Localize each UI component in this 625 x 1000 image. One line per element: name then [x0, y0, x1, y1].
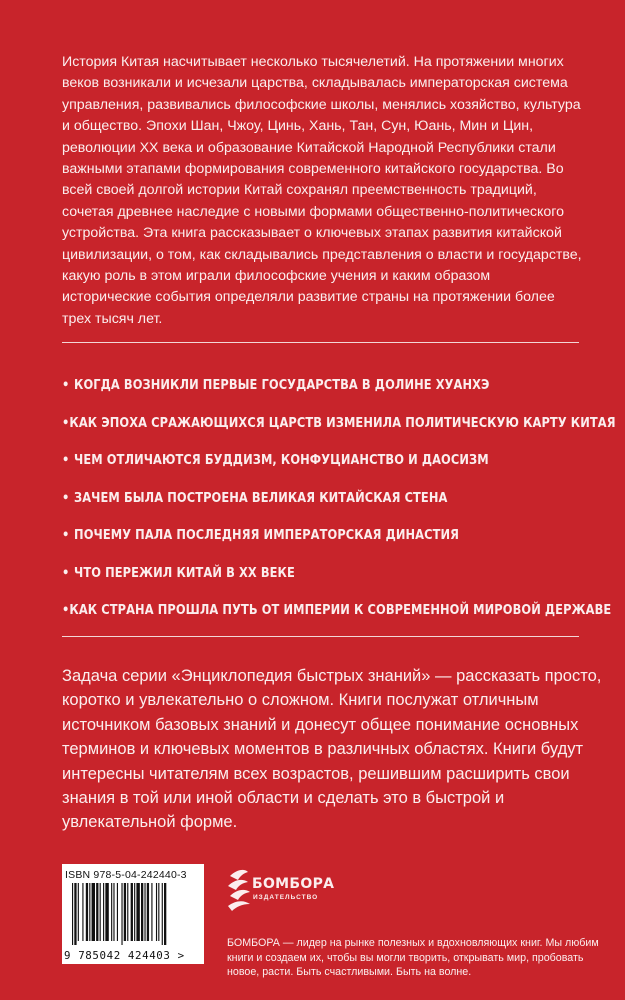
bullet-text: КАК ЭПОХА СРАЖАЮЩИХСЯ ЦАРСТВ ИЗМЕНИЛА ПОЛИТИЧЕСКУЮ КАРТУ КИТАЯ — [69, 415, 616, 431]
bullet-marker: • — [62, 453, 70, 469]
bullet-list — [62, 367, 616, 630]
publisher-note: БОМБОРА — лидер на рынке полезных и вдохновляющих книг. Мы любим книги и создаем их, чтобы вы могли творить, открывать мир, пробовать новое, расти. Быть счастливыми. Быть на волне. — [227, 937, 599, 978]
divider-top — [62, 342, 579, 343]
bullet-marker: • — [62, 603, 70, 619]
bullet-text: ЗАЧЕМ БЫЛА ПОСТРОЕНА ВЕЛИКАЯ КИТАЙСКАЯ СТЕНА — [74, 490, 448, 506]
bullet-text: ЧЕМ ОТЛИЧАЮТСЯ БУДДИЗМ, КОНФУЦИАНСТВО И ДАОСИЗМ — [74, 453, 489, 469]
bullet-marker: • — [62, 490, 70, 506]
bullet-marker: • — [62, 378, 70, 394]
bullet-marker: • — [62, 415, 70, 431]
publisher-logo-name: БОМБОРА — [252, 876, 335, 892]
bullet-text: КОГДА ВОЗНИКЛИ ПЕРВЫЕ ГОСУДАРСТВА В ДОЛИНЕ ХУАНХЭ — [74, 378, 490, 394]
bullet-item — [62, 367, 518, 405]
bullet-item — [62, 442, 518, 480]
barcode-digits: 9 785042 424403 > — [64, 949, 185, 962]
bullet-text: ПОЧЕМУ ПАЛА ПОСЛЕДНЯЯ ИМПЕРАТОРСКАЯ ДИНАСТИЯ — [74, 528, 460, 544]
divider-bottom — [62, 636, 579, 637]
isbn-label: ISBN 978-5-04-242440-3 — [65, 869, 187, 881]
bullet-item — [62, 480, 518, 518]
bullet-text: ЧТО ПЕРЕЖИЛ КИТАЙ В XX ВЕКЕ — [74, 565, 295, 581]
bullet-marker: • — [62, 528, 70, 544]
bullet-item — [62, 555, 518, 593]
barcode-box — [62, 864, 204, 964]
bullet-item — [62, 405, 616, 443]
bullet-marker: • — [62, 565, 70, 581]
bullet-item — [62, 592, 612, 630]
bullet-text: КАК СТРАНА ПРОШЛА ПУТЬ ОТ ИМПЕРИИ К СОВРЕМЕННОЙ МИРОВОЙ ДЕРЖАВЕ — [69, 603, 612, 619]
bullet-item — [62, 517, 518, 555]
intro-paragraph: История Китая насчитывает несколько тысячелетий. На протяжении многих веков возникали и исчезали царства, складывалась императорская система управления, развивались философские школы, менялись хозяйство, культура и общество. Эпохи Шан, Чжоу, Цинь, Хань, Тан, Сун, Юань, Мин и Цин, революции XX века и образование Китайской Народной Республики стали важными этапами формирования современного китайского государства. Во всей своей долгой истории Китай сохранял преемственность традиций, сочетая древнее наследие с новыми формами общественно-политического устройства. Эта книга рассказывает о ключевых этапах развития китайской цивилизации, о том, как складывались представления о власти и государстве, какую роль в этом играли философские учения и каким образом исторические события определяли развитие страны на протяжении более трех тысяч лет. — [62, 54, 582, 327]
series-description: Задача серии «Энциклопедия быстрых знаний» — рассказать просто, коротко и увлекательно о сложном. Книги послужат отличным источником базовых знаний и донесут общее понимание основных терминов и ключевых моментов в различных областях. Книги будут интересны читателям всех возрастов, решившим расширить свои знания в той или иной области и сделать это в быстрой и увлекательной форме. — [62, 667, 602, 832]
barcode-icon — [62, 883, 204, 947]
publisher-logo-subtitle: ИЗДАТЕЛЬСТВО — [253, 894, 319, 901]
